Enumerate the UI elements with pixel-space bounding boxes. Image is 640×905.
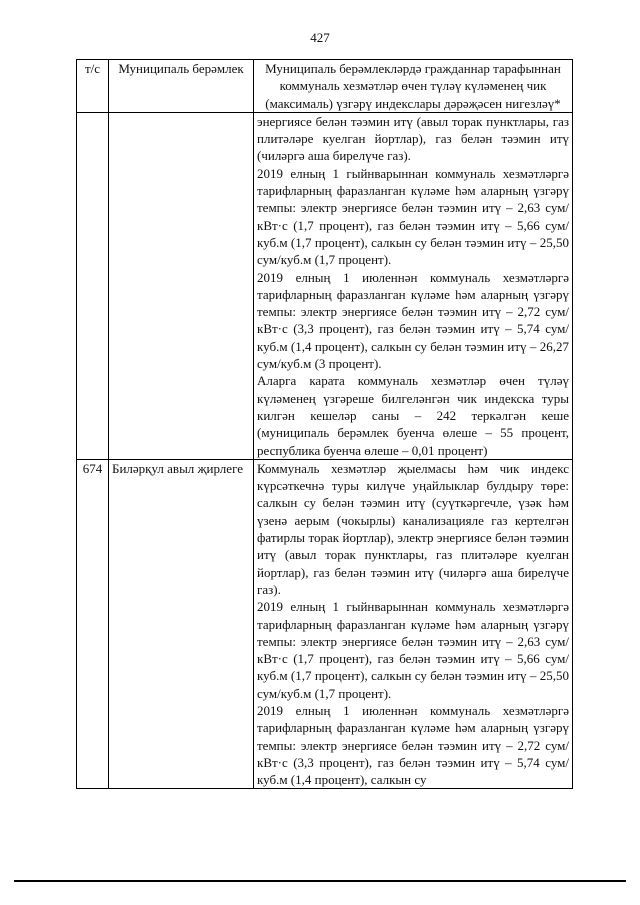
page-bottom-rule	[14, 880, 626, 882]
row-municipality: Биләрқул авыл җирлеге	[109, 459, 254, 789]
header-justification: Муниципаль берәмлекләрдә гражданнар тарафыннан коммуналь хезмәтләр өчен түләү күләменең чик (максималь) үзгәрү индекслары дәрәҗәсен нигезләү*	[254, 60, 573, 113]
table-row	[77, 112, 573, 459]
paragraph: 2019 елның 1 гыйнварыннан коммуналь хезмәтләргә тарифларның фаразланган күләме һәм аларның үзгәрү темпы: электр энергиясе белән тәэмин итү – 2,63 сум/кВт·с (1,7 процент), газ белән тәэмин итү – 5,66 сум/куб.м (1,7 процент), салкын су белән тәэмин итү – 25,50 сум/куб.м (1,7 процент).	[257, 599, 569, 701]
table-row	[77, 459, 573, 789]
row-justification	[254, 459, 573, 789]
paragraph: 2019 елның 1 июленнән коммуналь хезмәтләргә тарифларның фаразланган күләме һәм аларның үзгәрү темпы: электр энергиясе белән тәэмин итү – 2,72 сум/кВт·с (3,3 процент), газ белән тәэмин итү – 5,74 сум/куб.м (1,4 процент), салкын су белән тәэмин итү – 26,27 сум/куб.м (3 процент).	[257, 269, 569, 372]
page-number: 427	[310, 30, 330, 45]
header-number: т/с	[77, 60, 109, 113]
row-justification	[254, 112, 573, 459]
paragraph: Коммуналь хезмәтләр җыелмасы һәм чик индекс күрсәткечнә туры килүче уңайлыклар булдыру төре: салкын су белән тәэмин итү (суүткәргечле, үзәк һәм үзенә аерым (чокырлы) канализацияле газ кертелгән фатирлы торак йортлар), электр энергиясе белән тәэмин итү (авыл торак пунктлары, газ плитәләре куелган йортлар), газ белән тәэмин итү (чиләргә аша бирелүче газ).	[257, 460, 569, 597]
table-header-row	[77, 60, 573, 113]
header-municipality: Муниципаль берәмлек	[109, 60, 254, 113]
paragraph: Аларга карата коммуналь хезмәтләр өчен түләү күләменең үзгәреше билгеләнгән чик индекска туры килгән кешеләр саны – 242 теркәлгән кеше (муниципаль берәмлек буенча өлеше – 55 процент, республика буенча өлеше – 0,01 процент)	[257, 373, 569, 458]
paragraph: 2019 елның 1 гыйнварыннан коммуналь хезмәтләргә тарифларның фаразланган күләме һәм аларның үзгәрү темпы: электр энергиясе белән тәэмин итү – 2,63 сум/кВт·с (1,7 процент), газ белән тәэмин итү – 5,66 сум/куб.м (1,7 процент), салкын су белән тәэмин итү – 25,50 сум/куб.м (1,7 процент).	[257, 165, 569, 268]
paragraph: энергиясе белән тәэмин итү (авыл торак пунктлары, газ плитәләре куелган йортлар), газ белән тәэмин итү (чиләргә аша бирелүче газ).	[257, 113, 569, 164]
row-number	[77, 112, 109, 459]
row-number: 674	[77, 459, 109, 789]
indices-table	[76, 59, 573, 789]
paragraph: 2019 елның 1 июленнән коммуналь хезмәтләргә тарифларның фаразланган күләме һәм аларның үзгәрү темпы: электр энергиясе белән тәэмин итү – 2,72 сум/кВт·с (3,3 процент), газ белән тәэмин итү – 5,74 сум/куб.м (1,4 процент), салкын су	[257, 702, 569, 788]
row-municipality	[109, 112, 254, 459]
